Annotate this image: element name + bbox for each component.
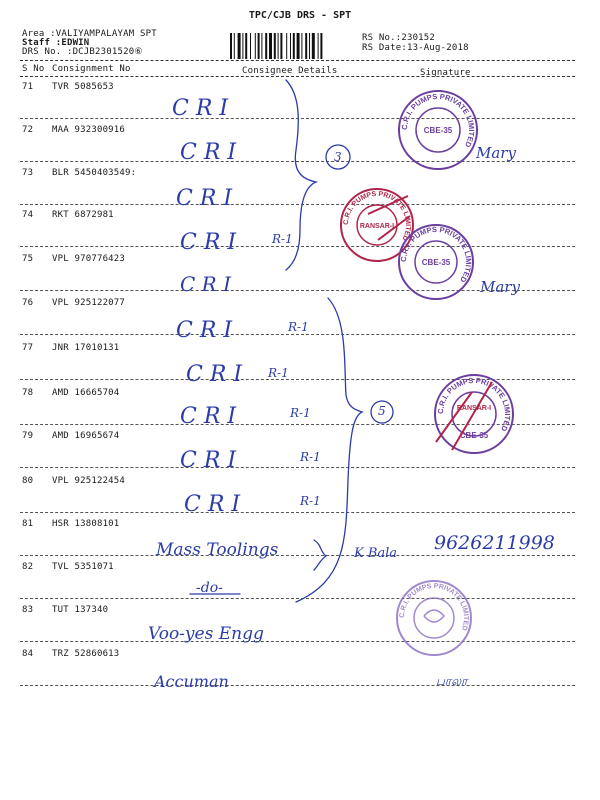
row-consignment-no: TUT 137340: [52, 605, 109, 615]
cri-entry-80: C R I: [184, 492, 241, 517]
row-sno: 74: [22, 210, 34, 220]
row-sno: 78: [22, 388, 34, 398]
signature-tamil: பாலா: [436, 674, 468, 688]
stamp-cbe-text-3: CBE-35: [459, 431, 489, 440]
col-sno: S No: [22, 64, 45, 74]
row-sno: 71: [22, 82, 34, 92]
r1-entry-80: R-1: [300, 494, 321, 508]
receiver-name: K Bala: [354, 546, 398, 561]
row-sno: 80: [22, 476, 34, 486]
row-consignment-no: VPL 925122077: [52, 298, 126, 308]
row-consignment-no: TRZ 52860613: [52, 649, 120, 659]
stamp-company-text-1: C.R.I. PUMPS PRIVATE LIMITED: [399, 91, 477, 149]
receiver-phone: 9626211998: [434, 532, 555, 554]
company-stamp-3: [432, 372, 516, 456]
drs-number: DRS No. :DCJB2301520⑥: [22, 47, 143, 57]
count-a: 3: [334, 150, 342, 164]
signature-mary-1: Mary: [476, 144, 516, 162]
cri-entry-77: C R I: [186, 362, 243, 387]
mass-toolings-entry: Mass Toolings: [156, 540, 279, 560]
cri-entry-72: C R I: [180, 140, 237, 165]
brace-row-81: [314, 540, 326, 570]
ditto-entry: -do-: [196, 580, 223, 596]
cri-entry-75: C R I: [180, 272, 231, 296]
row-sno: 84: [22, 649, 34, 659]
r1-entry-76: R-1: [288, 320, 309, 334]
row-sno: 81: [22, 519, 34, 529]
count-b: 5: [378, 404, 386, 418]
row-consignment-no: RKT 6872981: [52, 210, 114, 220]
row-consignment-no: VPL 925122454: [52, 476, 126, 486]
row-consignment-no: JNR 17010131: [52, 343, 120, 353]
stamp-ransar-text-1: RANSAR-I: [359, 223, 395, 230]
row-consignment-no: HSR 13808101: [52, 519, 120, 529]
stamp-company-text-4: C.R.I. PUMPS PRIVATE LIMITED: [435, 375, 513, 433]
rs-date: RS Date:13-Aug-2018: [362, 43, 469, 53]
row-sno: 77: [22, 343, 34, 353]
row-sno: 82: [22, 562, 34, 572]
vooyes-entry: Voo-yes Engg: [148, 624, 264, 644]
row-consignment-no: AMD 16665704: [52, 388, 120, 398]
area-label: Area :VALIYAMPALAYAM SPT: [22, 29, 157, 39]
cri-entry-73: C R I: [176, 186, 233, 211]
company-stamp-1: [396, 88, 480, 172]
cri-entry-79: C R I: [180, 448, 237, 473]
r1-entry-78: R-1: [290, 406, 311, 420]
staff-label: Staff :EDWIN: [22, 38, 90, 48]
row-sno: 79: [22, 431, 34, 441]
stamp-company-text-5: C.R.I. PUMPS PRIVATE LIMITED: [398, 582, 470, 632]
cri-entry-71: C R I: [172, 96, 229, 121]
signature-mary-2: Mary: [480, 278, 520, 296]
row-consignment-no: TVL 5351071: [52, 562, 114, 572]
row-sno: 83: [22, 605, 34, 615]
cri-entry-78: C R I: [180, 404, 237, 429]
row-sno: 72: [22, 125, 34, 135]
r1-entry-74: R-1: [272, 232, 293, 246]
col-consignment: Consignment No: [52, 64, 131, 74]
document-title: TPC/CJB DRS - SPT: [248, 10, 352, 21]
r1-entry-79: R-1: [300, 450, 321, 464]
row-sno: 73: [22, 168, 34, 178]
accuman-entry: Accuman: [154, 672, 229, 691]
col-signature: Signature: [420, 68, 471, 78]
stamp-company-text-2: C.R.I. PUMPS PRIVATE LIMITED: [342, 190, 412, 242]
row-consignment-no: BLR 5450403549:: [52, 168, 137, 178]
r1-entry-77: R-1: [268, 366, 289, 380]
rs-number: RS No.:230152: [362, 33, 436, 43]
stamp-ransar-text-2: RANSAR-I: [456, 405, 492, 412]
stamp-company-text-3: C.R.I. PUMPS PRIVATE LIMITED: [398, 224, 474, 285]
row-consignment-no: MAA 932300916: [52, 125, 126, 135]
row-sno: 75: [22, 254, 34, 264]
col-consignee-details: Consignee Details: [242, 66, 338, 76]
row-sno: 76: [22, 298, 34, 308]
stamp-cbe-text-2: CBE-35: [421, 258, 451, 267]
row-consignment-no: VPL 970776423: [52, 254, 126, 264]
faded-stamp: [394, 578, 474, 658]
row-consignment-no: TVR 5085653: [52, 82, 114, 92]
stamp-cbe-text-1: CBE-35: [423, 126, 453, 135]
cri-entry-76: C R I: [176, 318, 233, 343]
cri-entry-74: C R I: [180, 230, 237, 255]
svg-text:C.R.I. PUMPS PRIVATE LIMITED: [399, 225, 473, 285]
row-consignment-no: AMD 16965674: [52, 431, 120, 441]
company-stamp-2: [396, 222, 476, 302]
